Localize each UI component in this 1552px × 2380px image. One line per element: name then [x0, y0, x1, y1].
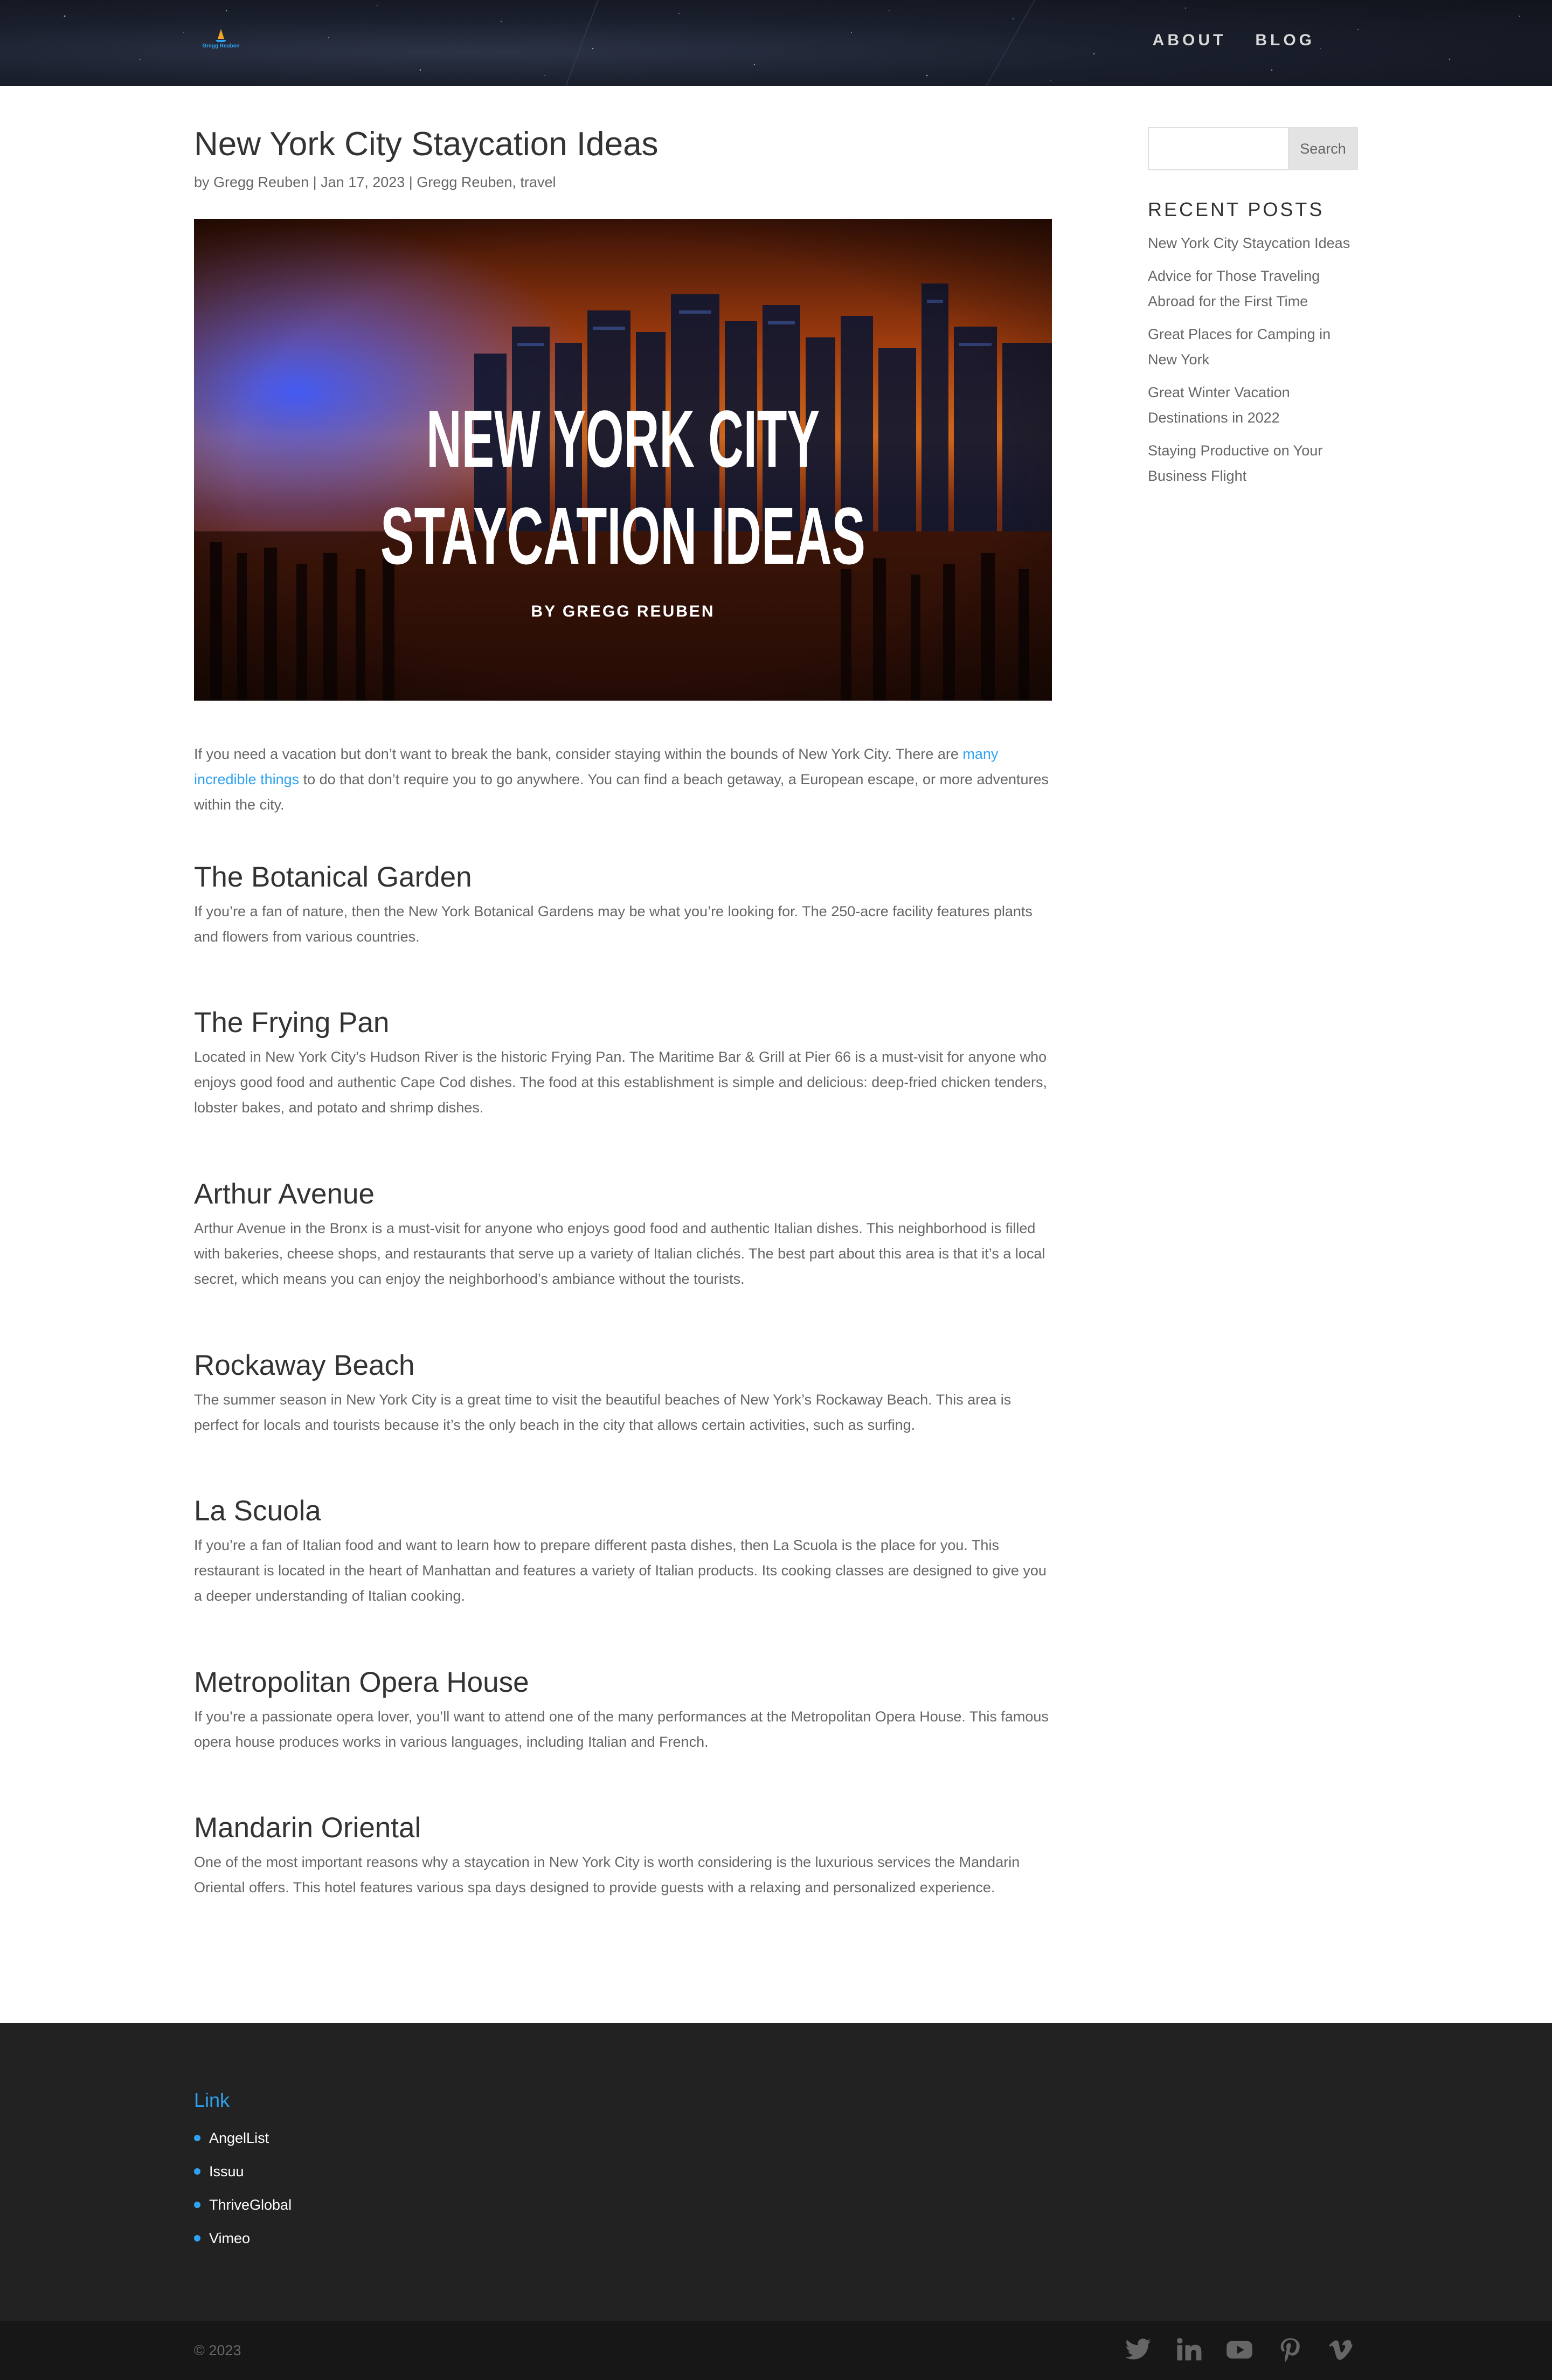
intro-link[interactable]: many incredible things — [194, 746, 999, 787]
section-body: One of the most important reasons why a staycation in New York City is worth considering is the luxurious services the Mandarin Oriental offers. This hotel features various spa days designed to provide guests with a relaxing and personalized experience. — [194, 1854, 1020, 1895]
section-body: Arthur Avenue in the Bronx is a must-visit for anyone who enjoys good food and authentic Italian dishes. This neighborhood is filled with bakeries, cheese shops, and restaurants that serve up a variety of Italian clichés. The best part about this area is that it’s a local secret, which means you can enjoy the neighborhood’s ambiance without the tourists. — [194, 1220, 1045, 1287]
search-input[interactable] — [1148, 127, 1288, 170]
footer-widget-title: Link — [194, 2089, 230, 2111]
recent-post-item — [1148, 322, 1358, 372]
section-body: The summer season in New York City is a great time to visit the beautiful beaches of New York’s Rockaway Beach. This area is perfect for locals and tourists because it’s the only beach in the city that allows certain activities, such as surfing. — [194, 1392, 1011, 1433]
section-heading: Arthur Avenue — [194, 1178, 375, 1210]
vimeo-icon[interactable] — [1327, 2336, 1355, 2364]
recent-post-link[interactable]: Great Places for Camping in New York — [1148, 326, 1331, 368]
section-heading: Rockaway Beach — [194, 1350, 415, 1381]
social-icons — [1124, 2336, 1355, 2364]
footer-link-thriveglobal[interactable]: ThriveGlobal — [209, 2196, 292, 2213]
footer-bottom-bar — [0, 2321, 1552, 2380]
hero-title-line2: STAYCATION IDEAS — [380, 490, 865, 581]
site-header — [0, 0, 1552, 86]
recent-post-link[interactable]: New York City Staycation Ideas — [1148, 235, 1350, 251]
recent-post-link[interactable]: Great Winter Vacation Destinations in 2022 — [1148, 384, 1290, 426]
hero-image — [194, 219, 1052, 701]
footer-link-angellist[interactable]: AngelList — [209, 2129, 269, 2146]
section-frying-pan — [194, 1006, 1052, 1120]
section-arthur-avenue — [194, 1177, 1052, 1292]
footer-link-item — [194, 2155, 292, 2188]
section-body: If you’re a passionate opera lover, you’ll want to attend one of the many performances at the Metropolitan Opera House. This famous opera house produces works in various languages, including Italian and French. — [194, 1708, 1049, 1750]
hero-byline: BY GREGG REUBEN — [531, 603, 715, 620]
section-heading: Mandarin Oriental — [194, 1812, 421, 1844]
intro-paragraph — [194, 742, 1052, 818]
section-mandarin-oriental — [194, 1811, 1052, 1900]
twitter-icon[interactable] — [1124, 2336, 1152, 2364]
footer-links — [194, 2121, 292, 2255]
section-metropolitan-opera — [194, 1665, 1052, 1755]
logo-sailboat-icon — [199, 27, 242, 43]
recent-post-item — [1148, 380, 1358, 431]
footer-link-item — [194, 2188, 292, 2222]
site-logo[interactable] — [199, 27, 242, 54]
site-footer — [0, 2023, 1552, 2321]
hero-title-line1: NEW YORK CITY — [426, 393, 820, 484]
bullet-icon — [194, 2235, 200, 2241]
footer-link-vimeo[interactable]: Vimeo — [209, 2230, 251, 2246]
section-heading: Metropolitan Opera House — [194, 1666, 529, 1698]
section-body: If you’re a fan of Italian food and want to learn how to prepare different pasta dishes, then La Scuola is the place for you. This restaurant is located in the heart of Manhattan and features a variety of Italian products. Its cooking classes are designed to give you a deeper understanding of Italian cooking. — [194, 1537, 1047, 1604]
recent-post-link[interactable]: Staying Productive on Your Business Flight — [1148, 442, 1323, 484]
section-heading: The Botanical Garden — [194, 861, 472, 893]
intro-text-end: to do that don’t require you to go anywhere. You can find a beach getaway, a European escape, or more adventures within the city. — [194, 771, 1049, 813]
recent-post-item — [1148, 264, 1358, 314]
nav-blog[interactable]: BLOG — [1255, 31, 1315, 49]
section-body: Located in New York City’s Hudson River is the historic Frying Pan. The Maritime Bar & Grill at Pier 66 is a must-visit for anyone who enjoys good food and authentic Cape Cod dishes. The food at this establishment is simple and delicious: deep-fried chicken tenders, lobster bakes, and potato and shrimp dishes. — [194, 1049, 1047, 1116]
linkedin-icon[interactable] — [1175, 2336, 1203, 2364]
section-rockaway-beach — [194, 1348, 1052, 1438]
bullet-icon — [194, 2202, 200, 2208]
section-body: If you’re a fan of nature, then the New York Botanical Gardens may be what you’re looking for. The 250-acre facility features plants and flowers from various countries. — [194, 903, 1033, 945]
recent-post-link[interactable]: Advice for Those Traveling Abroad for the First Time — [1148, 268, 1320, 309]
copyright-text: © 2023 — [194, 2342, 241, 2358]
intro-text-start: If you need a vacation but don’t want to break the bank, consider staying within the bounds of New York City. There are — [194, 746, 963, 762]
pinterest-icon[interactable] — [1276, 2336, 1304, 2364]
section-heading: The Frying Pan — [194, 1007, 390, 1039]
footer-link-issuu[interactable]: Issuu — [209, 2163, 244, 2180]
bullet-icon — [194, 2135, 200, 2141]
recent-post-item — [1148, 438, 1358, 489]
logo-text: Gregg Reuben — [202, 43, 240, 49]
main-nav — [1153, 31, 1315, 50]
recent-posts-list — [1148, 231, 1358, 489]
footer-link-item — [194, 2121, 292, 2155]
recent-post-item — [1148, 231, 1358, 256]
search-form — [1148, 127, 1358, 170]
recent-posts-title: RECENT POSTS — [1148, 198, 1325, 220]
section-la-scuola — [194, 1494, 1052, 1609]
section-botanical-garden — [194, 860, 1052, 950]
page-title: New York City Staycation Ideas — [194, 126, 659, 163]
bullet-icon — [194, 2168, 200, 2175]
search-button[interactable]: Search — [1288, 127, 1358, 170]
nav-about[interactable]: ABOUT — [1152, 31, 1227, 49]
section-heading: La Scuola — [194, 1495, 321, 1527]
sidebar — [1148, 127, 1358, 496]
footer-link-item — [194, 2222, 292, 2255]
post-meta: by Gregg Reuben | Jan 17, 2023 | Gregg Reuben, travel — [194, 174, 556, 190]
youtube-icon[interactable] — [1225, 2336, 1253, 2364]
